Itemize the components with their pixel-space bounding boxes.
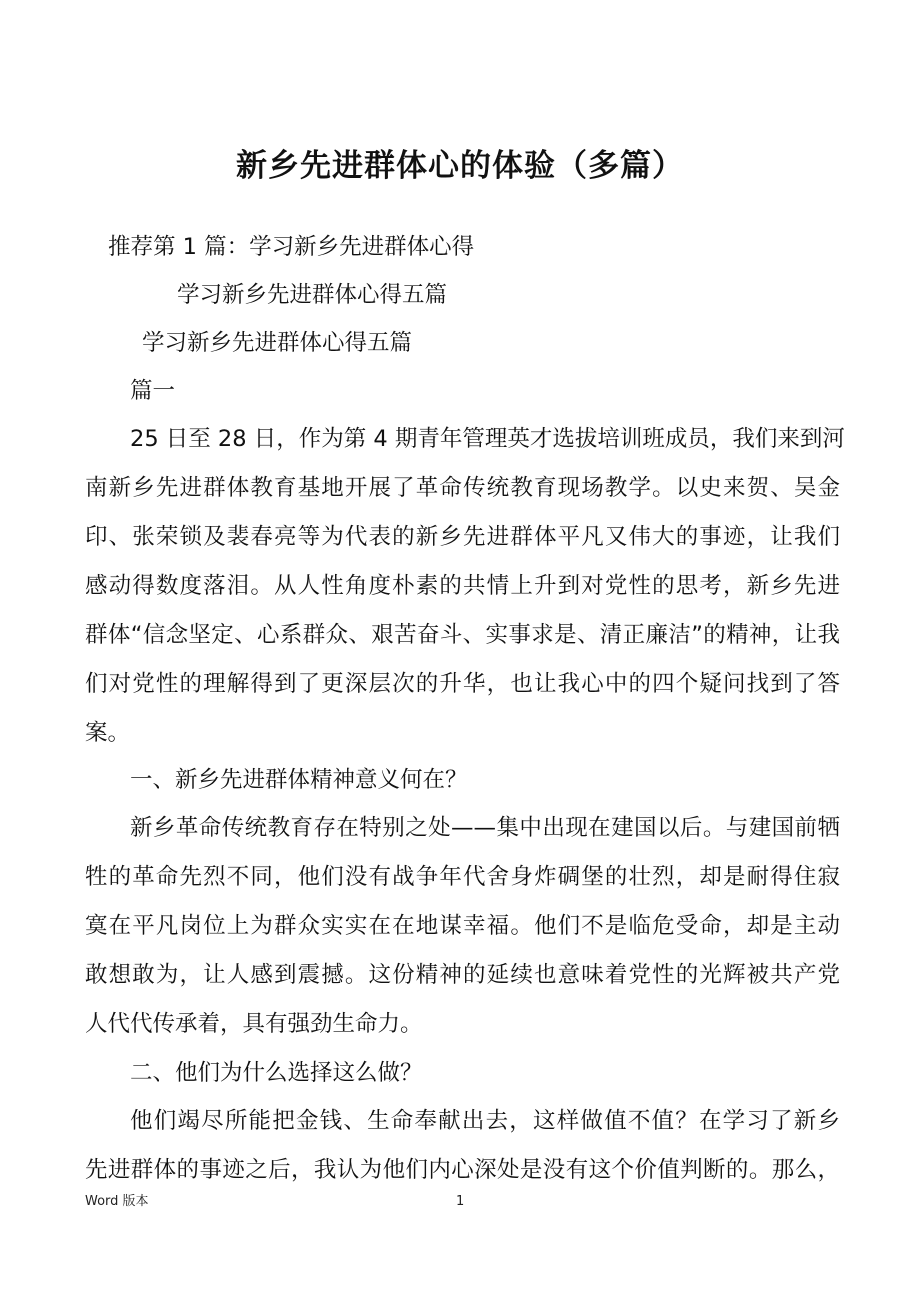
document-title: 新乡先进群体心的体验（多篇）: [236, 148, 684, 184]
paragraph-line: 案。: [85, 720, 131, 746]
paragraph-line: 先进群体的事迹之后，我认为他们内心深处是没有这个价值判断的。那么，: [85, 1157, 840, 1183]
question-1: 一、新乡先进群体精神意义何在？: [130, 767, 468, 793]
paragraph-line: 25 日至 28 日，作为第 4 期青年管理英才选拔培训班成员，我们来到河: [130, 426, 845, 452]
paragraph-line: 敢想敢为，让人感到震撼。这份精神的延续也意味着党性的光辉被共产党: [85, 962, 840, 988]
subtitle-1: 学习新乡先进群体心得五篇: [177, 282, 448, 308]
paragraph-line: 新乡革命传统教育存在特别之处——集中出现在建国以后。与建国前牺: [130, 815, 840, 841]
footer-word-version: Word 版本: [85, 1194, 149, 1209]
question-2: 二、他们为什么选择这么做？: [130, 1060, 423, 1086]
paragraph-line: 们对党性的理解得到了更深层次的升华，也让我心中的四个疑问找到了答: [85, 671, 840, 697]
paragraph-line: 群体“信念坚定、心系群众、艰苦奋斗、实事求是、清正廉洁”的精神，让我: [85, 622, 840, 648]
paragraph-line: 感动得数度落泪。从人性角度朴素的共情上升到对党性的思考，新乡先进: [85, 573, 840, 599]
paragraph-line: 人代代传承着，具有强劲生命力。: [85, 1011, 423, 1037]
paragraph-line: 他们竭尽所能把金钱、生命奉献出去，这样做值不值？在学习了新乡: [130, 1108, 840, 1134]
recommend-heading: 推荐第 1 篇：学习新乡先进群体心得: [108, 234, 475, 260]
section-label: 篇一: [130, 378, 176, 404]
paragraph-line: 寞在平凡岗位上为群众实实在在地谋幸福。他们不是临危受命，却是主动: [85, 913, 840, 939]
paragraph-line: 南新乡先进群体教育基地开展了革命传统教育现场教学。以史来贺、吴金: [85, 475, 840, 501]
subtitle-2: 学习新乡先进群体心得五篇: [142, 330, 413, 356]
paragraph-line: 牲的革命先烈不同，他们没有战争年代舍身炸碉堡的壮烈，却是耐得住寂: [85, 864, 840, 890]
paragraph-line: 印、张荣锁及裴春亮等为代表的新乡先进群体平凡又伟大的事迹，让我们: [85, 524, 840, 550]
page-number: 1: [456, 1194, 465, 1209]
